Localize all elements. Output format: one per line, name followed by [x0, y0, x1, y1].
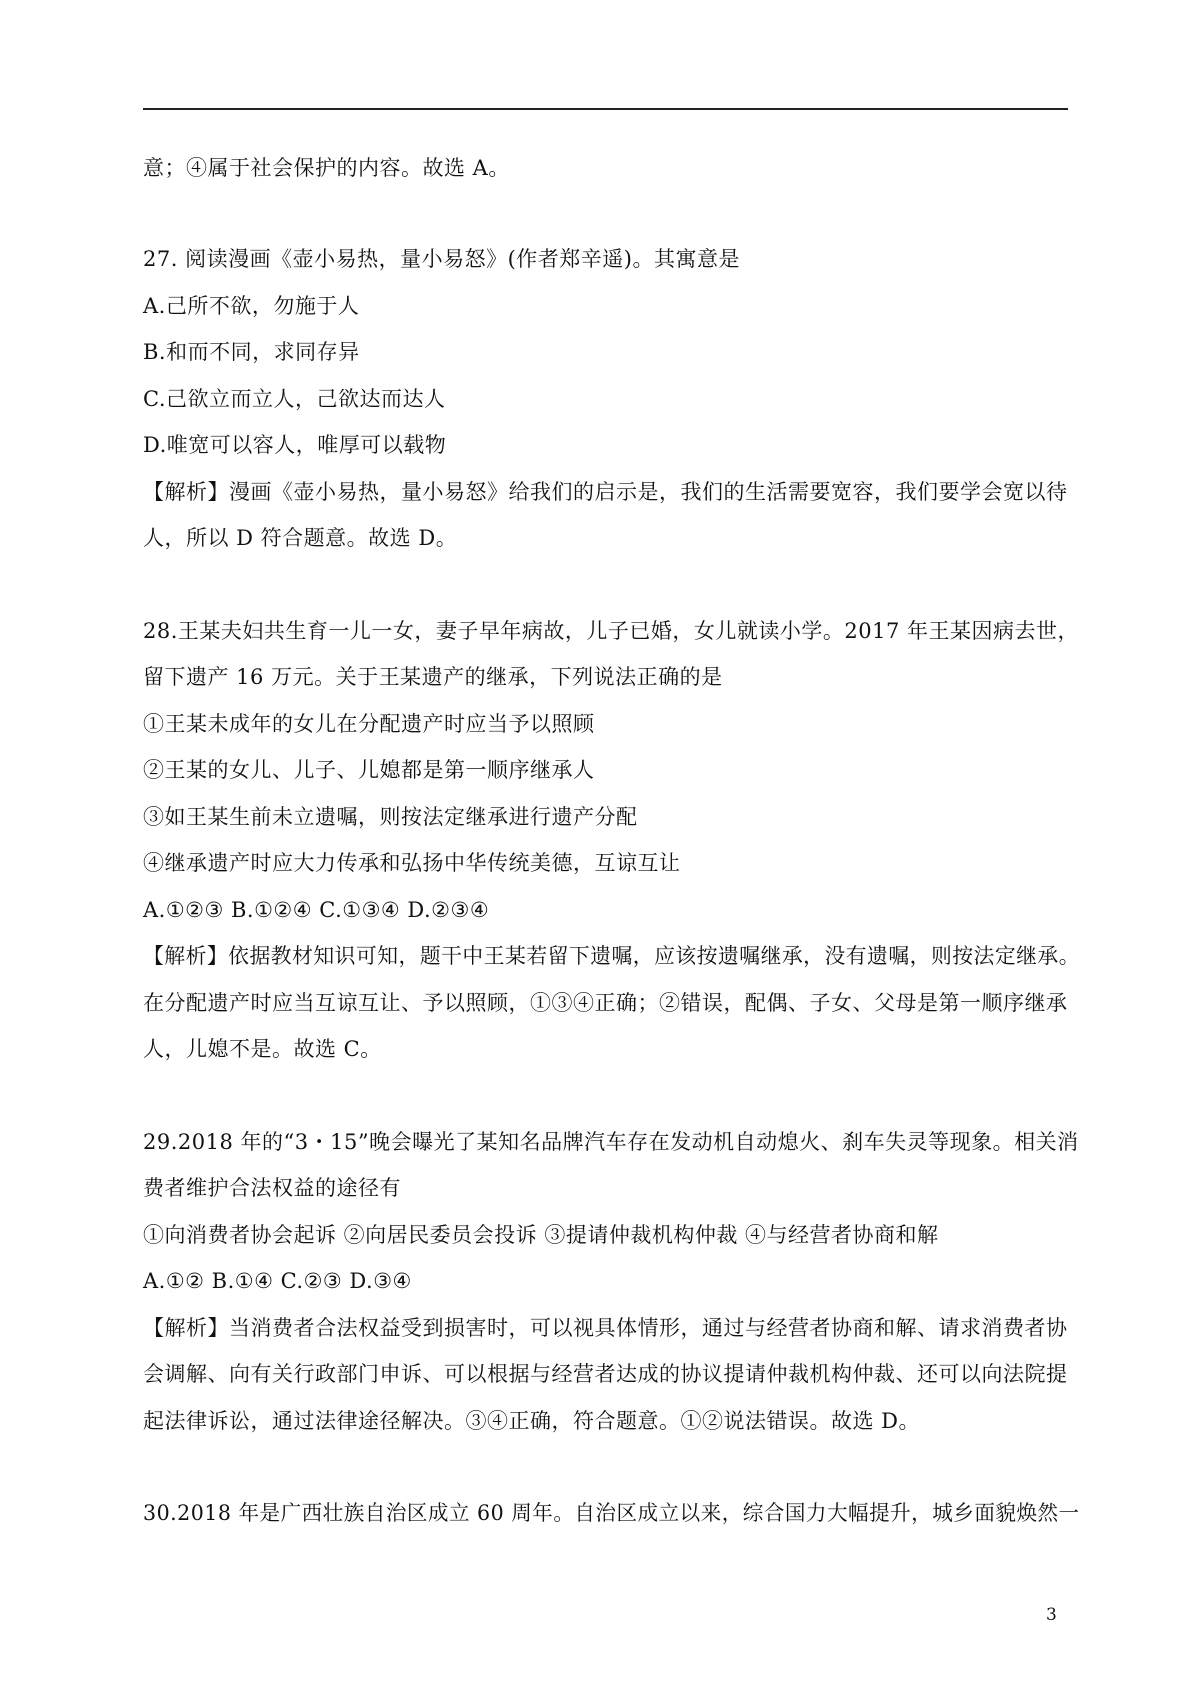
q30-stem: 30.2018 年是广西壮族自治区成立 60 周年。自治区成立以来，综合国力大幅提升，城乡面貌焕然一 — [143, 1501, 1080, 1525]
q28-analysis-line-1: 【解析】依据教材知识可知，题干中王某若留下遗嘱，应该按遗嘱继承，没有遗嘱，则按法定继承。 — [143, 944, 1081, 968]
q28-statement-4: ④继承遗产时应大力传承和弘扬中华传统美德，互谅互让 — [143, 851, 681, 875]
q28-statement-2: ②王某的女儿、儿子、儿媳都是第一顺序继承人 — [143, 758, 595, 782]
q28-analysis-line-2: 在分配遗产时应当互谅互让、予以照顾，①③④正确；②错误，配偶、子女、父母是第一顺序继承 — [143, 991, 1068, 1015]
q29-choices: A.①② B.①④ C.②③ D.③④ — [143, 1269, 412, 1293]
q28-stem-line-1: 28.王某夫妇共生育一儿一女，妻子早年病故，儿子已婚，女儿就读小学。2017 年王某因病去世， — [143, 619, 1080, 643]
q29-stem-line-2: 费者维护合法权益的途径有 — [143, 1176, 401, 1200]
q28-stem-line-2: 留下遗产 16 万元。关于王某遗产的继承，下列说法正确的是 — [143, 665, 723, 689]
header-rule — [143, 108, 1068, 110]
q27-option-c: C.己欲立而立人，己欲达而达人 — [143, 387, 446, 411]
page-number: 3 — [1046, 1605, 1057, 1625]
q28-statement-3: ③如王某生前未立遗嘱，则按法定继承进行遗产分配 — [143, 805, 638, 829]
q27-option-a: A.己所不欲，勿施于人 — [143, 294, 360, 318]
q28-choices: A.①②③ B.①②④ C.①③④ D.②③④ — [143, 898, 490, 922]
q28-statement-1: ①王某未成年的女儿在分配遗产时应当予以照顾 — [143, 712, 595, 736]
q27-option-b: B.和而不同，求同存异 — [143, 340, 360, 364]
q29-analysis-line-3: 起法律诉讼，通过法律途径解决。③④正确，符合题意。①②说法错误。故选 D。 — [143, 1409, 921, 1433]
continuation-text: 意；④属于社会保护的内容。故选 A。 — [143, 156, 510, 180]
q29-stem-line-1: 29.2018 年的“3・15”晚会曝光了某知名品牌汽车存在发动机自动熄火、刹车失灵等现象。相关消 — [143, 1130, 1079, 1154]
q29-statements: ①向消费者协会起诉 ②向居民委员会投诉 ③提请仲裁机构仲裁 ④与经营者协商和解 — [143, 1223, 939, 1247]
q27-stem: 27. 阅读漫画《壶小易热，量小易怒》(作者郑辛遥)。其寓意是 — [143, 247, 740, 271]
q27-analysis-line-2: 人，所以 D 符合题意。故选 D。 — [143, 526, 458, 550]
q28-analysis-line-3: 人，儿媳不是。故选 C。 — [143, 1037, 382, 1061]
q27-option-d: D.唯宽可以容人，唯厚可以载物 — [143, 433, 447, 457]
q29-analysis-line-1: 【解析】当消费者合法权益受到损害时，可以视具体情形，通过与经营者协商和解、请求消费者协 — [143, 1316, 1068, 1340]
q27-analysis-line-1: 【解析】漫画《壶小易热，量小易怒》给我们的启示是，我们的生活需要宽容，我们要学会宽以待 — [143, 480, 1068, 504]
q29-analysis-line-2: 会调解、向有关行政部门申诉、可以根据与经营者达成的协议提请仲裁机构仲裁、还可以向法院提 — [143, 1362, 1068, 1386]
